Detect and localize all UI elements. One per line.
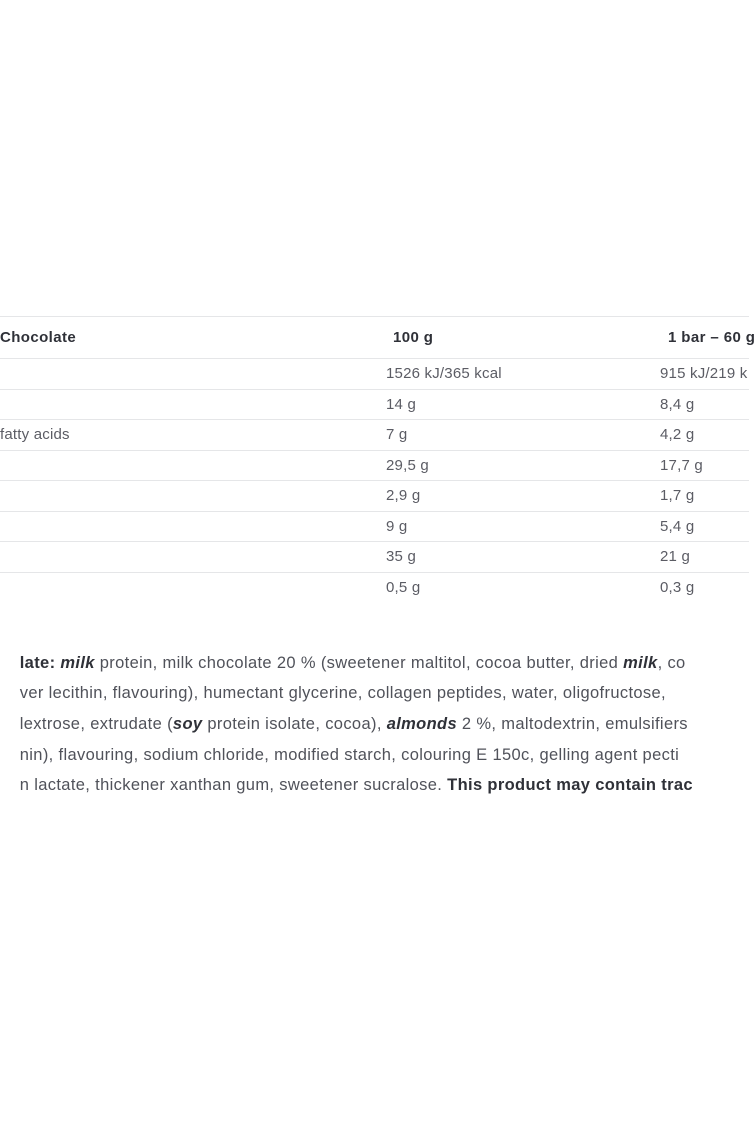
- table-row: [0, 390, 749, 421]
- traces-warning: This product may contain trac: [447, 776, 693, 795]
- value-per-bar: 21 g: [660, 548, 690, 566]
- value-per-100g: 35 g: [386, 548, 416, 566]
- value-per-100g: 9 g: [386, 517, 408, 535]
- ingredients-text: nin), flavouring, sodium chloride, modified starch, colouring E 150c, gelling agent pecti: [19, 745, 680, 764]
- ingredients-text: ver lecithin, flavouring), humectant glycerine, collagen peptides, water, oligofructose,: [19, 684, 671, 703]
- ingredients-text: , co: [657, 653, 686, 672]
- ingredients-text: 2 %, maltodextrin, emulsifiers: [456, 715, 693, 734]
- value-per-bar: 915 kJ/219 k: [660, 365, 748, 383]
- allergen-almonds: almonds: [386, 715, 457, 734]
- allergen-milk: milk: [55, 653, 95, 672]
- ingredients-paragraph: [0, 617, 749, 795]
- ingredients-line-1: [0, 617, 749, 672]
- allergen-milk: milk: [623, 653, 658, 672]
- table-row: [0, 512, 749, 543]
- value-per-100g: 0,5 g: [386, 578, 421, 596]
- table-row: [0, 542, 749, 573]
- nutrition-table: [0, 316, 755, 602]
- nutrient-label: fatty acids: [0, 426, 70, 444]
- value-per-100g: 2,9 g: [386, 487, 421, 505]
- table-row: [0, 420, 749, 451]
- table-row: [0, 359, 749, 390]
- value-per-bar: 1,7 g: [660, 487, 695, 505]
- table-row: [0, 451, 749, 482]
- table-row: [0, 573, 749, 603]
- table-row: [0, 481, 749, 512]
- value-per-100g: 14 g: [386, 395, 416, 413]
- value-per-bar: 4,2 g: [660, 426, 695, 444]
- nutrition-table-header-row: [0, 317, 755, 359]
- value-per-bar: 8,4 g: [660, 395, 695, 413]
- value-per-bar: 5,4 g: [660, 517, 695, 535]
- per-bar-column-header: 1 bar – 60 g: [668, 329, 755, 346]
- per-100g-column-header: 100 g: [393, 329, 434, 346]
- allergen-soy: soy: [172, 715, 203, 734]
- value-per-100g: 1526 kJ/365 kcal: [386, 365, 502, 383]
- value-per-100g: 7 g: [386, 426, 408, 444]
- product-name-header: Chocolate: [0, 329, 77, 346]
- value-per-bar: 17,7 g: [660, 456, 703, 474]
- value-per-bar: 0,3 g: [660, 578, 695, 596]
- ingredients-text: lextrose, extrudate (: [19, 715, 173, 734]
- value-per-100g: 29,5 g: [386, 456, 429, 474]
- ingredients-text: n lactate, thickener xanthan gum, sweetener sucralose.: [19, 776, 448, 795]
- ingredients-text: protein isolate, cocoa),: [202, 715, 387, 734]
- ingredients-lead-label: late:: [19, 653, 56, 672]
- ingredients-text: protein, milk chocolate 20 % (sweetener maltitol, cocoa butter, dried: [94, 653, 624, 672]
